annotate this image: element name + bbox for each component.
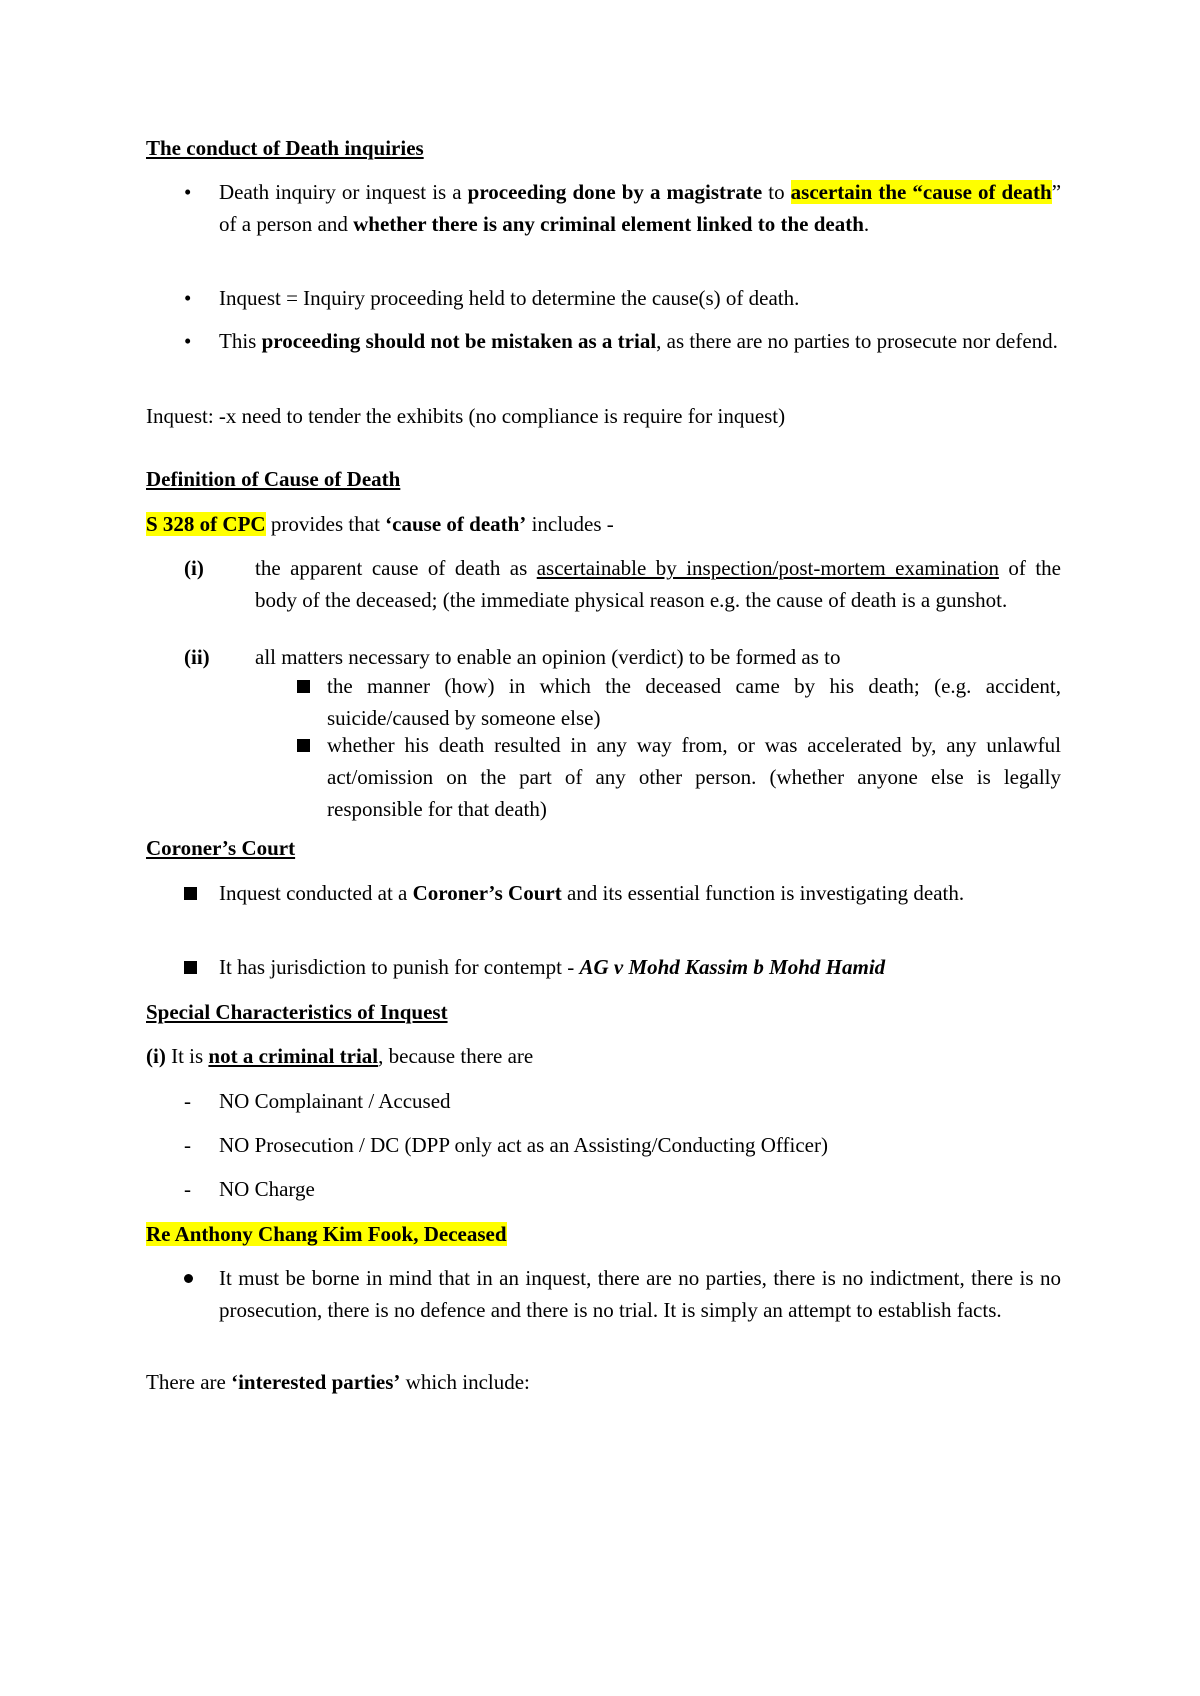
dash-glyph: - <box>184 1089 191 1113</box>
bold-run: ‘interested parties’ <box>231 1370 401 1394</box>
text-run: provides that <box>265 512 386 536</box>
text-run: This <box>219 329 262 353</box>
text-run: . <box>863 212 870 236</box>
square-bullet-icon <box>297 729 310 761</box>
text-run: the apparent cause of death as <box>255 556 537 580</box>
sub-bullet-text: whether his death resulted in any way from, or was accelerated by, any unlawful act/omission on the part of any other person. (whether anyone else is legally responsible for that death) <box>327 733 1061 821</box>
case-heading <box>146 1218 1061 1250</box>
underlined-run: ascertainable by inspection/post-mortem examination <box>536 556 999 580</box>
case-citation: AG v Mohd Kassim b Mohd Hamid <box>579 955 886 979</box>
dash-item-text: NO Prosecution / DC (DPP only act as an Assisting/Conducting Officer) <box>219 1133 828 1157</box>
highlighted-run: S 328 of CPC <box>146 512 266 536</box>
dash-glyph: - <box>184 1133 191 1157</box>
bullet-text <box>219 325 1061 357</box>
text-run: and its essential function is investigating death. <box>561 881 965 905</box>
highlighted-run: ascertain the “cause of death <box>790 180 1052 204</box>
square-bullet-icon <box>184 877 204 909</box>
bullet-text <box>219 951 1061 983</box>
text-run: , as there are no parties to prosecute nor defend. <box>656 329 1058 353</box>
item-number: (ii) <box>184 645 210 669</box>
bold-run: proceeding done by a magistrate <box>467 180 763 204</box>
square-bullet-icon <box>297 670 310 702</box>
highlighted-case-name: Re Anthony Chang Kim Fook, Deceased <box>146 1222 507 1246</box>
interested-parties-line <box>146 1366 1061 1398</box>
bullet-glyph: • <box>184 286 192 310</box>
text-run: includes - <box>526 512 614 536</box>
section-heading-coroners-court: Coroner’s Court <box>146 836 296 860</box>
text-run: , because there are <box>378 1044 534 1068</box>
bullet-text <box>219 176 1061 240</box>
item-number: (i) <box>184 556 204 580</box>
bullet-glyph: • <box>184 180 192 204</box>
text-run: which include: <box>400 1370 530 1394</box>
text-run: It is <box>165 1044 209 1068</box>
dash-item-text: NO Charge <box>219 1177 315 1201</box>
text-run: It has jurisdiction to punish for contempt - <box>219 955 580 979</box>
text-run: Death inquiry or inquest is a <box>219 180 468 204</box>
dash-item-text: NO Complainant / Accused <box>219 1089 451 1113</box>
bold-run: ‘cause of death’ <box>385 512 527 536</box>
inquest-note: Inquest: -x need to tender the exhibits (no compliance is require for inquest) <box>146 404 786 428</box>
bullet-text <box>219 877 1061 909</box>
text-run: of the body of the deceased; (the immediate physical reason e.g. the cause of death is a gunshot. <box>255 556 1061 612</box>
section-heading-cause-of-death: Definition of Cause of Death <box>146 467 401 491</box>
bold-underlined-run: not a criminal trial <box>208 1044 379 1068</box>
bold-run: Coroner’s Court <box>412 881 562 905</box>
square-bullet-icon <box>184 951 204 983</box>
text-run: There are <box>146 1370 232 1394</box>
item-text <box>255 552 1061 616</box>
sub-bullet-text: the manner (how) in which the deceased came by his death; (e.g. accident, suicide/caused by someone else) <box>327 674 1061 730</box>
case-text: It must be borne in mind that in an inquest, there are no parties, there is no indictment, there is no prosecution, there is no defence and there is no trial. It is simply an attempt to establish facts. <box>219 1266 1061 1322</box>
text-run: to <box>762 180 791 204</box>
dash-glyph: - <box>184 1177 191 1201</box>
bold-run: (i) <box>146 1044 166 1068</box>
text-run: ” of a person and <box>219 180 1062 236</box>
text-run: Inquest conducted at a <box>219 881 413 905</box>
bold-run: whether there is any criminal element linked to the death <box>353 212 864 236</box>
round-bullet-icon <box>184 1262 204 1294</box>
s328-intro <box>146 508 1061 540</box>
not-criminal-trial-line <box>146 1040 1061 1072</box>
section-heading-special-characteristics: Special Characteristics of Inquest <box>146 1000 448 1024</box>
item-text: all matters necessary to enable an opinion (verdict) to be formed as to <box>255 645 841 669</box>
bullet-glyph: • <box>184 329 192 353</box>
section-heading-death-inquiries: The conduct of Death inquiries <box>146 136 424 160</box>
bold-run: proceeding should not be mistaken as a trial <box>261 329 657 353</box>
bullet-text: Inquest = Inquiry proceeding held to determine the cause(s) of death. <box>219 286 800 310</box>
